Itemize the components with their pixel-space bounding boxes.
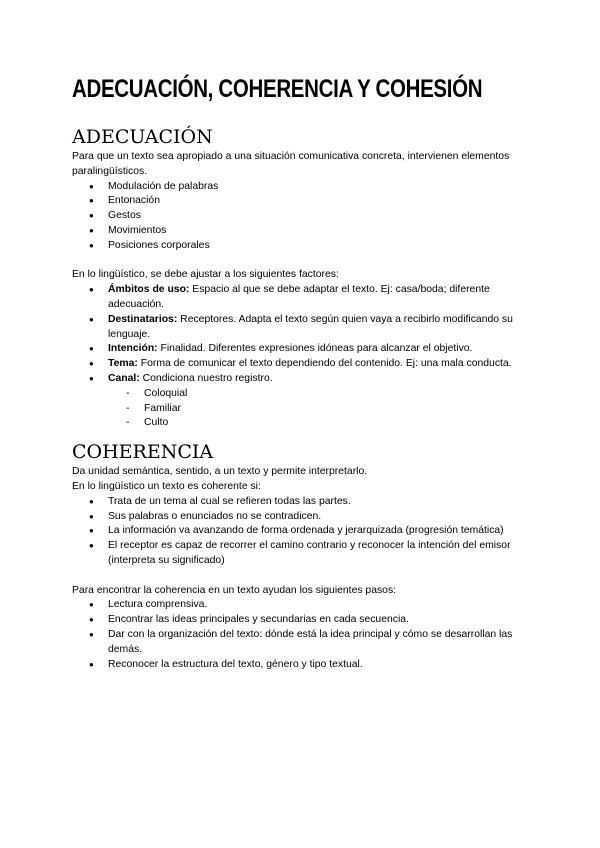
factor-text: Forma de comunicar el texto dependiendo del contenido. Ej: una mala conducta. — [137, 358, 512, 370]
list-item: ● Sus palabras o enunciados no se contradicen. — [108, 510, 542, 525]
section-heading-coherencia: COHERENCIA — [72, 441, 214, 464]
paralinguistic-list — [72, 180, 542, 254]
section-heading-adecuacion: ADECUACIÓN — [72, 126, 213, 148]
adecuacion-intro: Para que un texto sea apropiado a una situación comunicativa concreta, intervienen elementos paralingüísticos. — [72, 151, 510, 177]
document-title: ADECUACIÓN, COHERENCIA Y COHESIÓN — [72, 75, 483, 103]
list-item — [108, 313, 542, 343]
list-item: ● Modulación de palabras — [108, 180, 542, 195]
coherencia-line-2: En lo lingüístico un texto es coherente si: — [72, 480, 261, 492]
list-item — [108, 372, 542, 431]
list-item: ● Reconocer la estructura del texto, género y tipo textual. — [108, 658, 542, 673]
list-item: ● El receptor es capaz de recorrer el camino contrario y reconocer la intención del emisor (interpreta su significado) — [108, 539, 542, 569]
list-item — [108, 342, 542, 357]
list-item: - Culto — [144, 416, 542, 431]
conditions-list — [72, 495, 542, 569]
coherencia-line-1: Da unidad semántica, sentido, a un texto y permite interpretarlo. — [72, 466, 368, 478]
factor-text: Finalidad. Diferentes expresiones idóneas para alcanzar el objetivo. — [157, 343, 473, 355]
list-item: ● Trata de un tema al cual se refieren todas las partes. — [108, 495, 542, 510]
factors-intro: En lo lingüístico, se debe ajustar a los siguientes factores: — [72, 269, 339, 281]
factor-text: Condiciona nuestro registro. — [139, 372, 273, 384]
list-item: ● Lectura comprensiva. — [108, 598, 542, 613]
document-page — [72, 74, 542, 672]
factor-term: Tema: — [108, 358, 138, 370]
factor-text: Espacio al que se debe adaptar el texto. Ej: casa/boda; diferente adecuación. — [108, 284, 490, 310]
factor-term: Ámbitos de uso: — [108, 284, 190, 296]
list-item — [108, 357, 542, 372]
factor-text: Receptores. Adapta el texto según quien vaya a recibirlo modificando su lenguaje. — [108, 313, 513, 340]
list-item: - Coloquial — [144, 387, 542, 402]
list-item: ● Encontrar las ideas principales y secundarias en cada secuencia. — [108, 613, 542, 628]
list-item: ● Dar con la organización del texto: dónde está la idea principal y cómo se desarrollan las demás. — [108, 628, 542, 658]
registers-list — [108, 387, 542, 431]
steps-list — [72, 598, 542, 672]
list-item: ● Posiciones corporales — [108, 239, 542, 254]
list-item: ● La información va avanzando de forma ordenada y jerarquizada (progresión temática) — [108, 524, 542, 539]
list-item: ● Movimientos — [108, 224, 542, 239]
list-item: ● Gestos — [108, 209, 542, 224]
factors-list — [72, 283, 542, 431]
factor-term: Canal: — [108, 372, 140, 384]
factor-term: Intención: — [108, 343, 158, 355]
list-item: ● Entonación — [108, 194, 542, 209]
factor-term: Destinatarios: — [108, 313, 178, 325]
list-item — [108, 283, 542, 313]
list-item: - Familiar — [144, 402, 542, 417]
steps-intro: Para encontrar la coherencia en un texto ayudan los siguientes pasos: — [72, 584, 397, 596]
